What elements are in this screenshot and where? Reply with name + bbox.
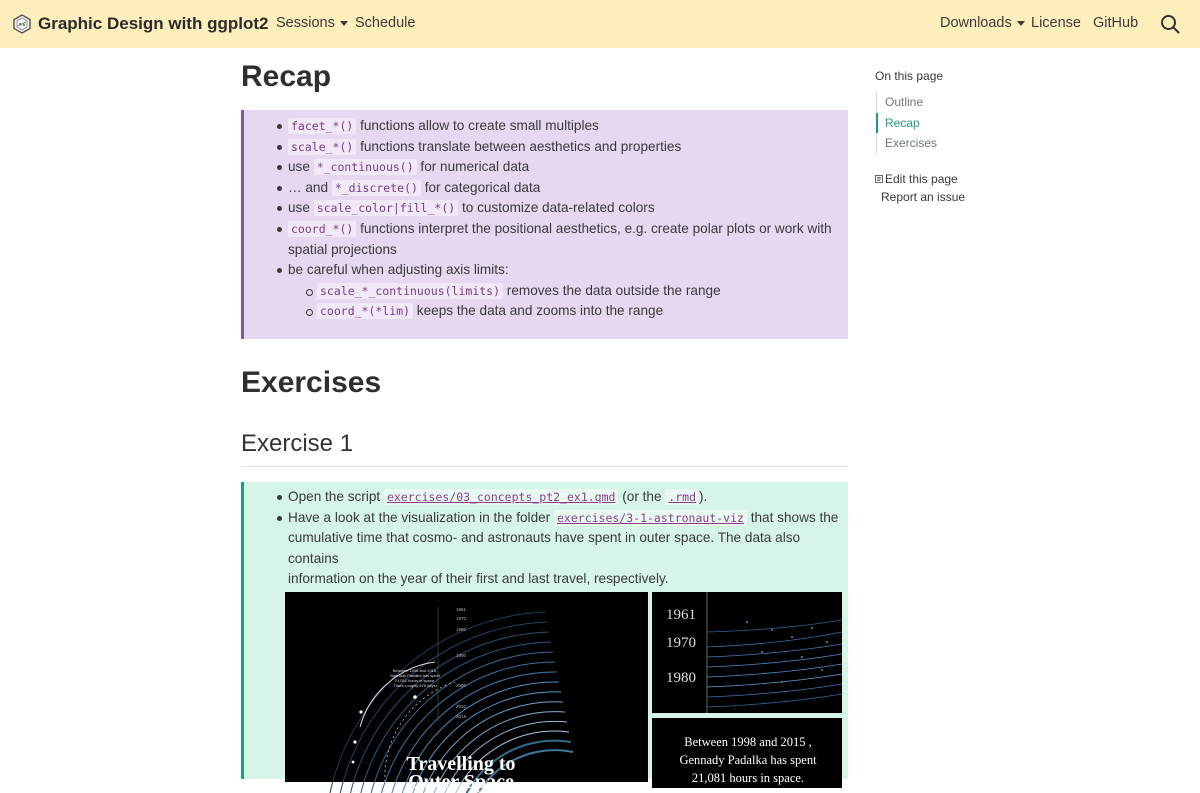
nav-license[interactable] xyxy=(1031,15,1081,31)
zoom-annotation: 21,081 hours in space. xyxy=(691,771,805,785)
code-snippet: coord_*() xyxy=(288,221,356,237)
nav-sessions-label: Sessions xyxy=(276,15,335,31)
year-label: 1961 xyxy=(456,607,467,612)
list-item-text: removes the data outside the range xyxy=(503,282,721,298)
brand[interactable] xyxy=(12,14,268,34)
toc-item-recap[interactable]: Recap xyxy=(876,113,1075,134)
code-snippet: *_continuous() xyxy=(314,159,417,175)
toc-sidebar xyxy=(875,69,1075,206)
list-item-text: (or the xyxy=(618,489,666,504)
astronaut-zoom-years-image xyxy=(652,592,842,713)
nav-license-label: License xyxy=(1031,15,1081,31)
exercise1-heading: Exercise 1 xyxy=(241,430,354,457)
list-item-text: that shows the xyxy=(746,509,839,525)
exercises-heading: Exercises xyxy=(241,366,382,399)
nav-schedule-label: Schedule xyxy=(355,15,416,31)
github-icon xyxy=(875,175,883,183)
nav-downloads-label: Downloads xyxy=(940,15,1012,31)
folder-link[interactable]: exercises/3-1-astronaut-viz xyxy=(554,510,747,526)
zoom-year-label: 1961 xyxy=(666,607,696,623)
rmd-link[interactable]: .rmd xyxy=(665,489,699,505)
list-item xyxy=(317,281,832,302)
zoom-text-graphic xyxy=(652,718,842,788)
script-link[interactable]: exercises/03_concepts_pt2_ex1.qmd xyxy=(384,489,618,505)
image-subtitle: Outer Space xyxy=(408,771,514,793)
report-issue-link[interactable] xyxy=(875,188,1075,206)
toc-item-outline[interactable]: Outline xyxy=(885,95,924,109)
code-snippet: coord_*(*lim) xyxy=(317,303,413,319)
toc-title: On this page xyxy=(875,69,944,83)
report-issue-label: Report an issue xyxy=(881,189,966,204)
list-item-text: Open the script xyxy=(288,489,384,504)
nav-sessions[interactable] xyxy=(276,15,348,31)
edit-page-label: Edit this page xyxy=(885,171,958,186)
edit-page-link[interactable] xyxy=(875,170,1075,188)
zoom-annotation: Gennady Padalka has spent xyxy=(679,753,817,767)
code-snippet: facet_*() xyxy=(288,118,356,134)
list-item-text: keeps the data and zooms into the range xyxy=(413,303,664,319)
list-item-text: be careful when adjusting axis limits: xyxy=(288,262,509,278)
list-item xyxy=(288,508,848,590)
list-item xyxy=(288,487,848,508)
list-item-text: functions translate between aesthetics and properties xyxy=(356,138,682,154)
list-item xyxy=(288,198,832,219)
astronaut-arcs-graphic xyxy=(285,592,648,793)
hexagon-logo-icon xyxy=(12,14,32,34)
nav-schedule[interactable] xyxy=(355,15,415,31)
nav-downloads[interactable] xyxy=(940,15,1025,31)
list-item xyxy=(288,137,832,158)
list-item-text: functions interpret the positional aesthetics, e.g. create polar plots or work with xyxy=(356,220,832,236)
astronaut-zoom-text-image xyxy=(652,718,842,788)
zoom-year-label: 1980 xyxy=(666,670,696,686)
code-snippet: scale_color|fill_*() xyxy=(314,200,458,216)
year-label: 1970 xyxy=(456,616,467,621)
annotation-text: 21,081 hours in space. xyxy=(394,678,436,683)
year-label: 1980 xyxy=(456,627,467,632)
nav-github[interactable] xyxy=(1093,15,1138,31)
brand-title: Graphic Design with ggplot2 xyxy=(38,14,269,33)
year-label: 2019 xyxy=(456,714,467,719)
recap-callout xyxy=(241,110,848,339)
caret-down-icon xyxy=(1017,21,1025,26)
list-item xyxy=(288,260,832,322)
year-label: 1990 xyxy=(456,653,467,658)
code-snippet: scale_*_continuous(limits) xyxy=(317,283,503,299)
zoom-years-graphic xyxy=(652,592,842,713)
list-item xyxy=(288,116,832,137)
exercise1-header xyxy=(241,430,848,467)
year-label: 2000 xyxy=(456,683,467,688)
list-item xyxy=(288,178,832,199)
astronaut-main-image xyxy=(285,592,648,793)
toc-list xyxy=(876,92,1075,154)
list-item-text: … and xyxy=(288,179,332,195)
zoom-annotation: Between 1998 and 2015 , xyxy=(684,735,812,749)
caret-down-icon xyxy=(340,21,348,26)
list-item-text: to customize data-related colors xyxy=(458,200,655,216)
list-item-text: spatial projections xyxy=(288,241,397,257)
list-item-text: for numerical data xyxy=(416,159,530,175)
list-item-text: ). xyxy=(699,489,708,504)
toc-tools xyxy=(875,170,1075,206)
toc-item-exercises[interactable]: Exercises xyxy=(885,136,938,150)
year-label: 2010 xyxy=(456,704,467,709)
list-item-text: use xyxy=(288,200,314,216)
list-item-text: Have a look at the visualization in the folder xyxy=(288,509,554,525)
list-item xyxy=(288,157,832,178)
exercise-callout xyxy=(241,482,848,793)
image-title: Travelling to xyxy=(406,753,516,775)
nav-github-label: GitHub xyxy=(1093,15,1139,31)
list-item-text: for categorical data xyxy=(420,179,541,195)
recap-heading: Recap xyxy=(241,60,332,93)
list-item-text: functions allow to create small multiples xyxy=(356,118,599,133)
zoom-year-label: 1970 xyxy=(666,635,696,651)
annotation-text: Between 1998 and 2015, xyxy=(392,668,438,673)
annotation-text: That's roughly 878 days! xyxy=(393,683,437,688)
list-item xyxy=(317,301,832,322)
list-item-text: information on the year of their first and last travel, respectively. xyxy=(288,571,669,587)
list-item-text: cumulative time that cosmo- and astronauts have spent in outer space. The data also contains xyxy=(288,530,801,566)
navbar xyxy=(0,0,1200,48)
list-item-text: use xyxy=(288,159,314,175)
recap-sublist xyxy=(317,281,832,322)
list-item xyxy=(288,219,832,260)
recap-list xyxy=(288,116,832,322)
search-icon[interactable] xyxy=(1160,14,1180,34)
code-snippet: scale_*() xyxy=(288,139,356,155)
code-snippet: *_discrete() xyxy=(332,180,421,196)
exercise-list xyxy=(288,487,848,590)
annotation-text: Gennady Padalka has spent xyxy=(389,673,441,678)
